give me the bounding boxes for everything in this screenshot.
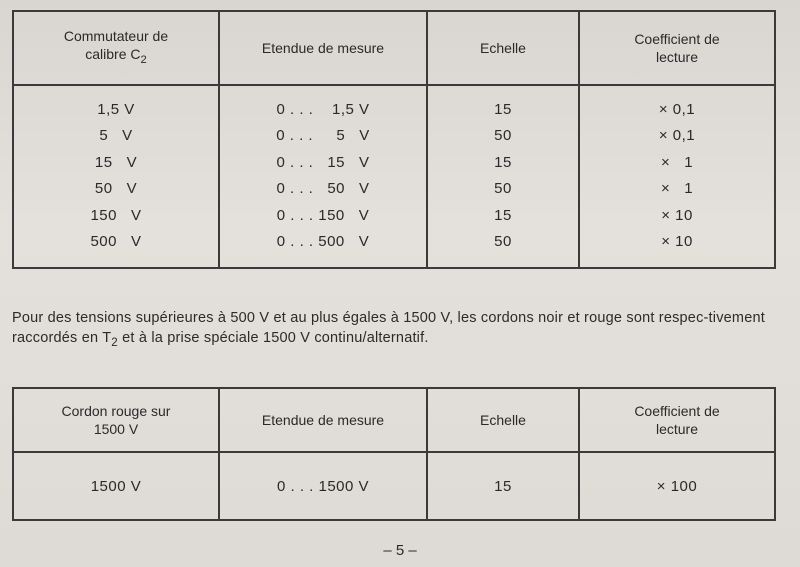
cell-echelle: 15 bbox=[427, 452, 579, 520]
cell-calibre: 150 V bbox=[13, 202, 219, 229]
cell-etendue: 0 . . . 15 V bbox=[219, 149, 427, 176]
table-row bbox=[13, 149, 775, 176]
cell-echelle: 50 bbox=[427, 123, 579, 150]
calibre-table bbox=[12, 10, 776, 269]
cell-calibre: 50 V bbox=[13, 176, 219, 203]
header-coefficient: Coefficient de lecture bbox=[579, 388, 775, 452]
header-cordon-rouge: Cordon rouge sur 1500 V bbox=[13, 388, 219, 452]
instruction-paragraph: Pour des tensions supérieures à 500 V et au plus égales à 1500 V, les cordons noir et rouge sont respec-tivement raccordés en $T_2$ et à la prise spéciale 1500 V continu/alternatif. bbox=[12, 310, 765, 350]
page-number: – 5 – bbox=[383, 542, 417, 559]
header-etendue: Etendue de mesure bbox=[219, 11, 427, 85]
cell-coefficient: × 10 bbox=[579, 202, 775, 229]
cell-coefficient: × 1 bbox=[579, 149, 775, 176]
table-row bbox=[13, 202, 775, 229]
cell-echelle: 50 bbox=[427, 229, 579, 269]
table-row bbox=[13, 123, 775, 150]
cell-echelle: 15 bbox=[427, 85, 579, 123]
cell-etendue: 0 . . . 150 V bbox=[219, 202, 427, 229]
cell-calibre: 1500 V bbox=[13, 452, 219, 520]
header-etendue: Etendue de mesure bbox=[219, 388, 427, 452]
cell-coefficient: × 100 bbox=[579, 452, 775, 520]
cell-echelle: 15 bbox=[427, 202, 579, 229]
header-echelle: Echelle bbox=[427, 388, 579, 452]
table-row bbox=[13, 176, 775, 203]
cell-echelle: 50 bbox=[427, 176, 579, 203]
cell-coefficient: × 0,1 bbox=[579, 123, 775, 150]
cell-calibre: 500 V bbox=[13, 229, 219, 269]
cell-calibre: 5 V bbox=[13, 123, 219, 150]
cell-etendue: 0 . . . 5 V bbox=[219, 123, 427, 150]
cordon-rouge-table bbox=[12, 387, 776, 521]
table-row bbox=[13, 229, 775, 269]
cell-echelle: 15 bbox=[427, 149, 579, 176]
header-commutateur: Commutateur de calibre $C_2$ bbox=[13, 11, 219, 85]
cell-coefficient: × 0,1 bbox=[579, 85, 775, 123]
header-coefficient: Coefficient de lecture bbox=[579, 11, 775, 85]
table-row bbox=[13, 452, 775, 520]
cell-calibre: 15 V bbox=[13, 149, 219, 176]
cell-etendue: 0 . . . 1500 V bbox=[219, 452, 427, 520]
cell-coefficient: × 10 bbox=[579, 229, 775, 269]
cell-coefficient: × 1 bbox=[579, 176, 775, 203]
cell-calibre: 1,5 V bbox=[13, 85, 219, 123]
cell-etendue: 0 . . . 50 V bbox=[219, 176, 427, 203]
table-row bbox=[13, 85, 775, 123]
header-echelle: Echelle bbox=[427, 11, 579, 85]
cell-etendue: 0 . . . 500 V bbox=[219, 229, 427, 269]
cell-etendue: 0 . . . 1,5 V bbox=[219, 85, 427, 123]
